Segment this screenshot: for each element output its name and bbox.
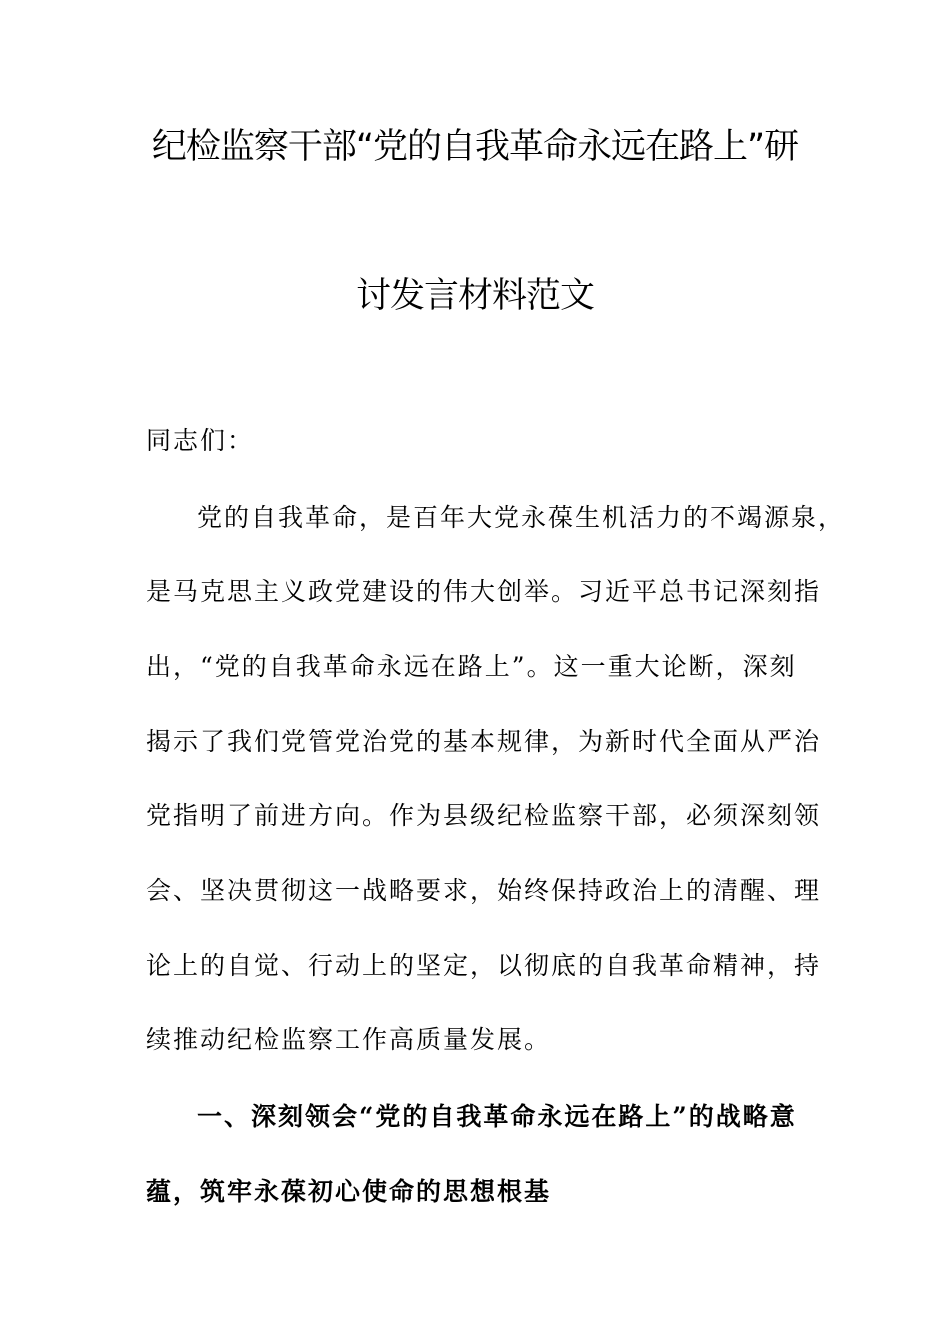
paragraph-1-line-1: 党的自我革命，是百年大党永葆生机活力的不竭源泉， <box>197 503 846 532</box>
paragraph-1-line-5: 党指明了前进方向。作为县级纪检监察干部，必须深刻领 <box>146 801 822 830</box>
paragraph-1-line-2: 是马克思主义政党建设的伟大创举。习近平总书记深刻指 <box>146 577 822 606</box>
section-heading-1-line-2: 蕴，筑牢永葆初心使命的思想根基 <box>146 1177 552 1206</box>
salutation: 同志们： <box>146 426 255 455</box>
paragraph-1-line-7: 论上的自觉、行动上的坚定，以彻底的自我革命精神，持 <box>146 951 822 980</box>
paragraph-1-line-8: 续推动纪检监察工作高质量发展。 <box>146 1025 552 1054</box>
paragraph-1-line-6: 会、坚决贯彻这一战略要求，始终保持政治上的清醒、理 <box>146 876 822 905</box>
section-heading-1-line-1: 一、深刻领会“党的自我革命永远在路上”的战略意 <box>197 1102 797 1131</box>
document-title-line-2: 讨发言材料范文 <box>355 276 594 316</box>
document-title-line-1: 纪检监察干部“党的自我革命永远在路上”研 <box>151 127 799 167</box>
paragraph-1-line-4: 揭示了我们党管党治党的基本规律，为新时代全面从严治 <box>146 727 822 756</box>
paragraph-1-line-3: 出，“党的自我革命永远在路上”。这一重大论断，深刻 <box>146 652 797 681</box>
